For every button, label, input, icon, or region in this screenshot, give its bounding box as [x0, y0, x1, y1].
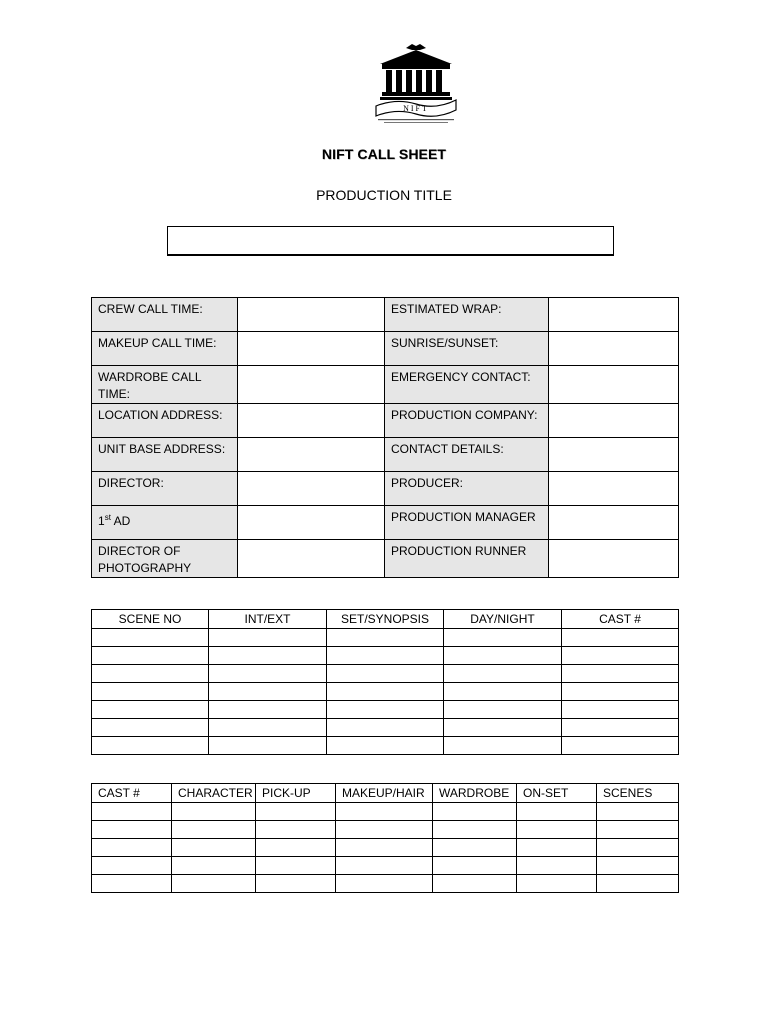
wardrobe-call-time-field[interactable]	[238, 366, 385, 404]
table-cell[interactable]	[433, 857, 517, 875]
table-cell[interactable]	[517, 857, 597, 875]
table-cell[interactable]	[92, 821, 172, 839]
table-cell[interactable]	[517, 875, 597, 893]
info-row	[92, 472, 679, 506]
table-cell[interactable]	[444, 683, 562, 701]
table-cell[interactable]	[172, 803, 256, 821]
table-row	[92, 647, 679, 665]
table-cell[interactable]	[433, 839, 517, 857]
day-night-header: DAY/NIGHT	[444, 610, 562, 629]
character-header: CHARACTER	[172, 784, 256, 803]
production-title-label: PRODUCTION TITLE	[316, 187, 452, 203]
table-cell[interactable]	[597, 803, 679, 821]
call-info-table	[91, 297, 679, 578]
unit-base-address-label: UNIT BASE ADDRESS:	[92, 438, 238, 472]
table-cell[interactable]	[597, 821, 679, 839]
location-address-label: LOCATION ADDRESS:	[92, 404, 238, 438]
table-cell[interactable]	[444, 701, 562, 719]
table-cell[interactable]	[92, 839, 172, 857]
table-cell[interactable]	[92, 629, 209, 647]
table-cell[interactable]	[517, 821, 597, 839]
scene-table	[91, 609, 679, 755]
logo-lettering: NIFT	[403, 104, 429, 113]
table-cell[interactable]	[172, 875, 256, 893]
table-cell[interactable]	[172, 857, 256, 875]
table-cell[interactable]	[209, 629, 327, 647]
table-row	[92, 821, 679, 839]
table-cell[interactable]	[327, 719, 444, 737]
director-of-photography-field[interactable]	[238, 540, 385, 578]
table-cell[interactable]	[562, 683, 679, 701]
table-cell[interactable]	[433, 875, 517, 893]
scene-table-body	[92, 629, 679, 755]
table-row	[92, 839, 679, 857]
table-cell[interactable]	[209, 719, 327, 737]
production-manager-field[interactable]	[549, 506, 679, 540]
makeup-call-time-field[interactable]	[238, 332, 385, 366]
info-row	[92, 298, 679, 332]
table-cell[interactable]	[256, 839, 336, 857]
table-cell[interactable]	[562, 719, 679, 737]
cast-number-header: CAST #	[92, 784, 172, 803]
table-cell[interactable]	[209, 737, 327, 755]
table-cell[interactable]	[336, 857, 433, 875]
table-row	[92, 737, 679, 755]
production-title-field[interactable]	[167, 226, 614, 256]
scenes-header: SCENES	[597, 784, 679, 803]
table-cell[interactable]	[597, 839, 679, 857]
table-cell[interactable]	[336, 821, 433, 839]
table-cell[interactable]	[336, 839, 433, 857]
table-cell[interactable]	[597, 857, 679, 875]
table-cell[interactable]	[92, 737, 209, 755]
table-cell[interactable]	[92, 875, 172, 893]
set-synopsis-header: SET/SYNOPSIS	[327, 610, 444, 629]
table-cell[interactable]	[209, 701, 327, 719]
cast-number-header: CAST #	[562, 610, 679, 629]
info-row	[92, 332, 679, 366]
producer-field[interactable]	[549, 472, 679, 506]
table-cell[interactable]	[92, 683, 209, 701]
table-cell[interactable]	[327, 647, 444, 665]
table-cell[interactable]	[92, 701, 209, 719]
table-cell[interactable]	[327, 665, 444, 683]
estimated-wrap-label: ESTIMATED WRAP:	[385, 298, 549, 332]
table-row	[92, 683, 679, 701]
table-cell[interactable]	[433, 803, 517, 821]
table-cell[interactable]	[256, 821, 336, 839]
info-row	[92, 438, 679, 472]
crew-call-time-field[interactable]	[238, 298, 385, 332]
makeup-hair-header: MAKEUP/HAIR	[336, 784, 433, 803]
contact-details-field[interactable]	[549, 438, 679, 472]
table-row	[92, 719, 679, 737]
table-cell[interactable]	[256, 875, 336, 893]
table-cell[interactable]	[209, 647, 327, 665]
table-cell[interactable]	[597, 875, 679, 893]
table-cell[interactable]	[327, 683, 444, 701]
table-cell[interactable]	[562, 701, 679, 719]
scene-no-header: SCENE NO	[92, 610, 209, 629]
table-cell[interactable]	[562, 629, 679, 647]
table-cell[interactable]	[562, 647, 679, 665]
sunrise-sunset-label: SUNRISE/SUNSET:	[385, 332, 549, 366]
table-row	[92, 665, 679, 683]
cast-table-header	[92, 784, 679, 803]
table-cell[interactable]	[92, 647, 209, 665]
table-cell[interactable]	[336, 803, 433, 821]
production-runner-field[interactable]	[549, 540, 679, 578]
location-address-field[interactable]	[238, 404, 385, 438]
table-cell[interactable]	[172, 839, 256, 857]
production-manager-label: PRODUCTION MANAGER	[385, 506, 549, 540]
table-row	[92, 701, 679, 719]
first-ad-field[interactable]	[238, 506, 385, 540]
director-field[interactable]	[238, 472, 385, 506]
producer-label: PRODUCER:	[385, 472, 549, 506]
int-ext-header: INT/EXT	[209, 610, 327, 629]
pick-up-header: PICK-UP	[256, 784, 336, 803]
table-cell[interactable]	[256, 857, 336, 875]
wardrobe-call-time-label: WARDROBE CALL TIME:	[92, 366, 238, 404]
first-ad-number: 1	[98, 514, 105, 528]
wardrobe-header: WARDROBE	[433, 784, 517, 803]
table-cell[interactable]	[562, 665, 679, 683]
unit-base-address-field[interactable]	[238, 438, 385, 472]
table-row	[92, 875, 679, 893]
table-cell[interactable]	[336, 875, 433, 893]
table-cell[interactable]	[209, 683, 327, 701]
info-row	[92, 540, 679, 578]
estimated-wrap-field[interactable]	[549, 298, 679, 332]
table-cell[interactable]	[92, 719, 209, 737]
table-cell[interactable]	[256, 803, 336, 821]
cast-table-body	[92, 803, 679, 893]
contact-details-label: CONTACT DETAILS:	[385, 438, 549, 472]
table-cell[interactable]	[433, 821, 517, 839]
emergency-contact-field[interactable]	[549, 366, 679, 404]
table-cell[interactable]	[444, 665, 562, 683]
table-cell[interactable]	[327, 629, 444, 647]
sunrise-sunset-field[interactable]	[549, 332, 679, 366]
on-set-header: ON-SET	[517, 784, 597, 803]
table-cell[interactable]	[327, 737, 444, 755]
info-row	[92, 366, 679, 404]
production-runner-label: PRODUCTION RUNNER	[385, 540, 549, 578]
makeup-call-time-label: MAKEUP CALL TIME:	[92, 332, 238, 366]
table-cell[interactable]	[172, 821, 256, 839]
page-title: NIFT CALL SHEET	[321, 146, 447, 162]
table-cell[interactable]	[444, 647, 562, 665]
table-cell[interactable]	[562, 737, 679, 755]
table-cell[interactable]	[92, 857, 172, 875]
cast-table	[91, 783, 679, 893]
director-label: DIRECTOR:	[92, 472, 238, 506]
table-cell[interactable]	[209, 665, 327, 683]
production-company-label: PRODUCTION COMPANY:	[385, 404, 549, 438]
table-cell[interactable]	[517, 803, 597, 821]
table-row	[92, 629, 679, 647]
table-cell[interactable]	[92, 803, 172, 821]
first-ad-label	[92, 506, 238, 540]
dop-label-line2: PHOTOGRAPHY	[98, 561, 192, 575]
dop-label-line1: DIRECTOR OF	[98, 544, 181, 558]
table-cell[interactable]	[327, 701, 444, 719]
table-cell[interactable]	[517, 839, 597, 857]
table-cell[interactable]	[92, 665, 209, 683]
table-row	[92, 857, 679, 875]
info-row	[92, 404, 679, 438]
table-cell[interactable]	[444, 719, 562, 737]
table-cell[interactable]	[444, 629, 562, 647]
table-cell[interactable]	[444, 737, 562, 755]
production-company-field[interactable]	[549, 404, 679, 438]
first-ad-suffix: st	[104, 513, 111, 522]
emergency-contact-label: EMERGENCY CONTACT:	[385, 366, 549, 404]
table-row	[92, 803, 679, 821]
director-of-photography-label	[92, 540, 238, 578]
info-row	[92, 506, 679, 540]
crew-call-time-label: CREW CALL TIME:	[92, 298, 238, 332]
first-ad-text: AD	[110, 514, 131, 528]
scene-table-header	[92, 610, 679, 629]
